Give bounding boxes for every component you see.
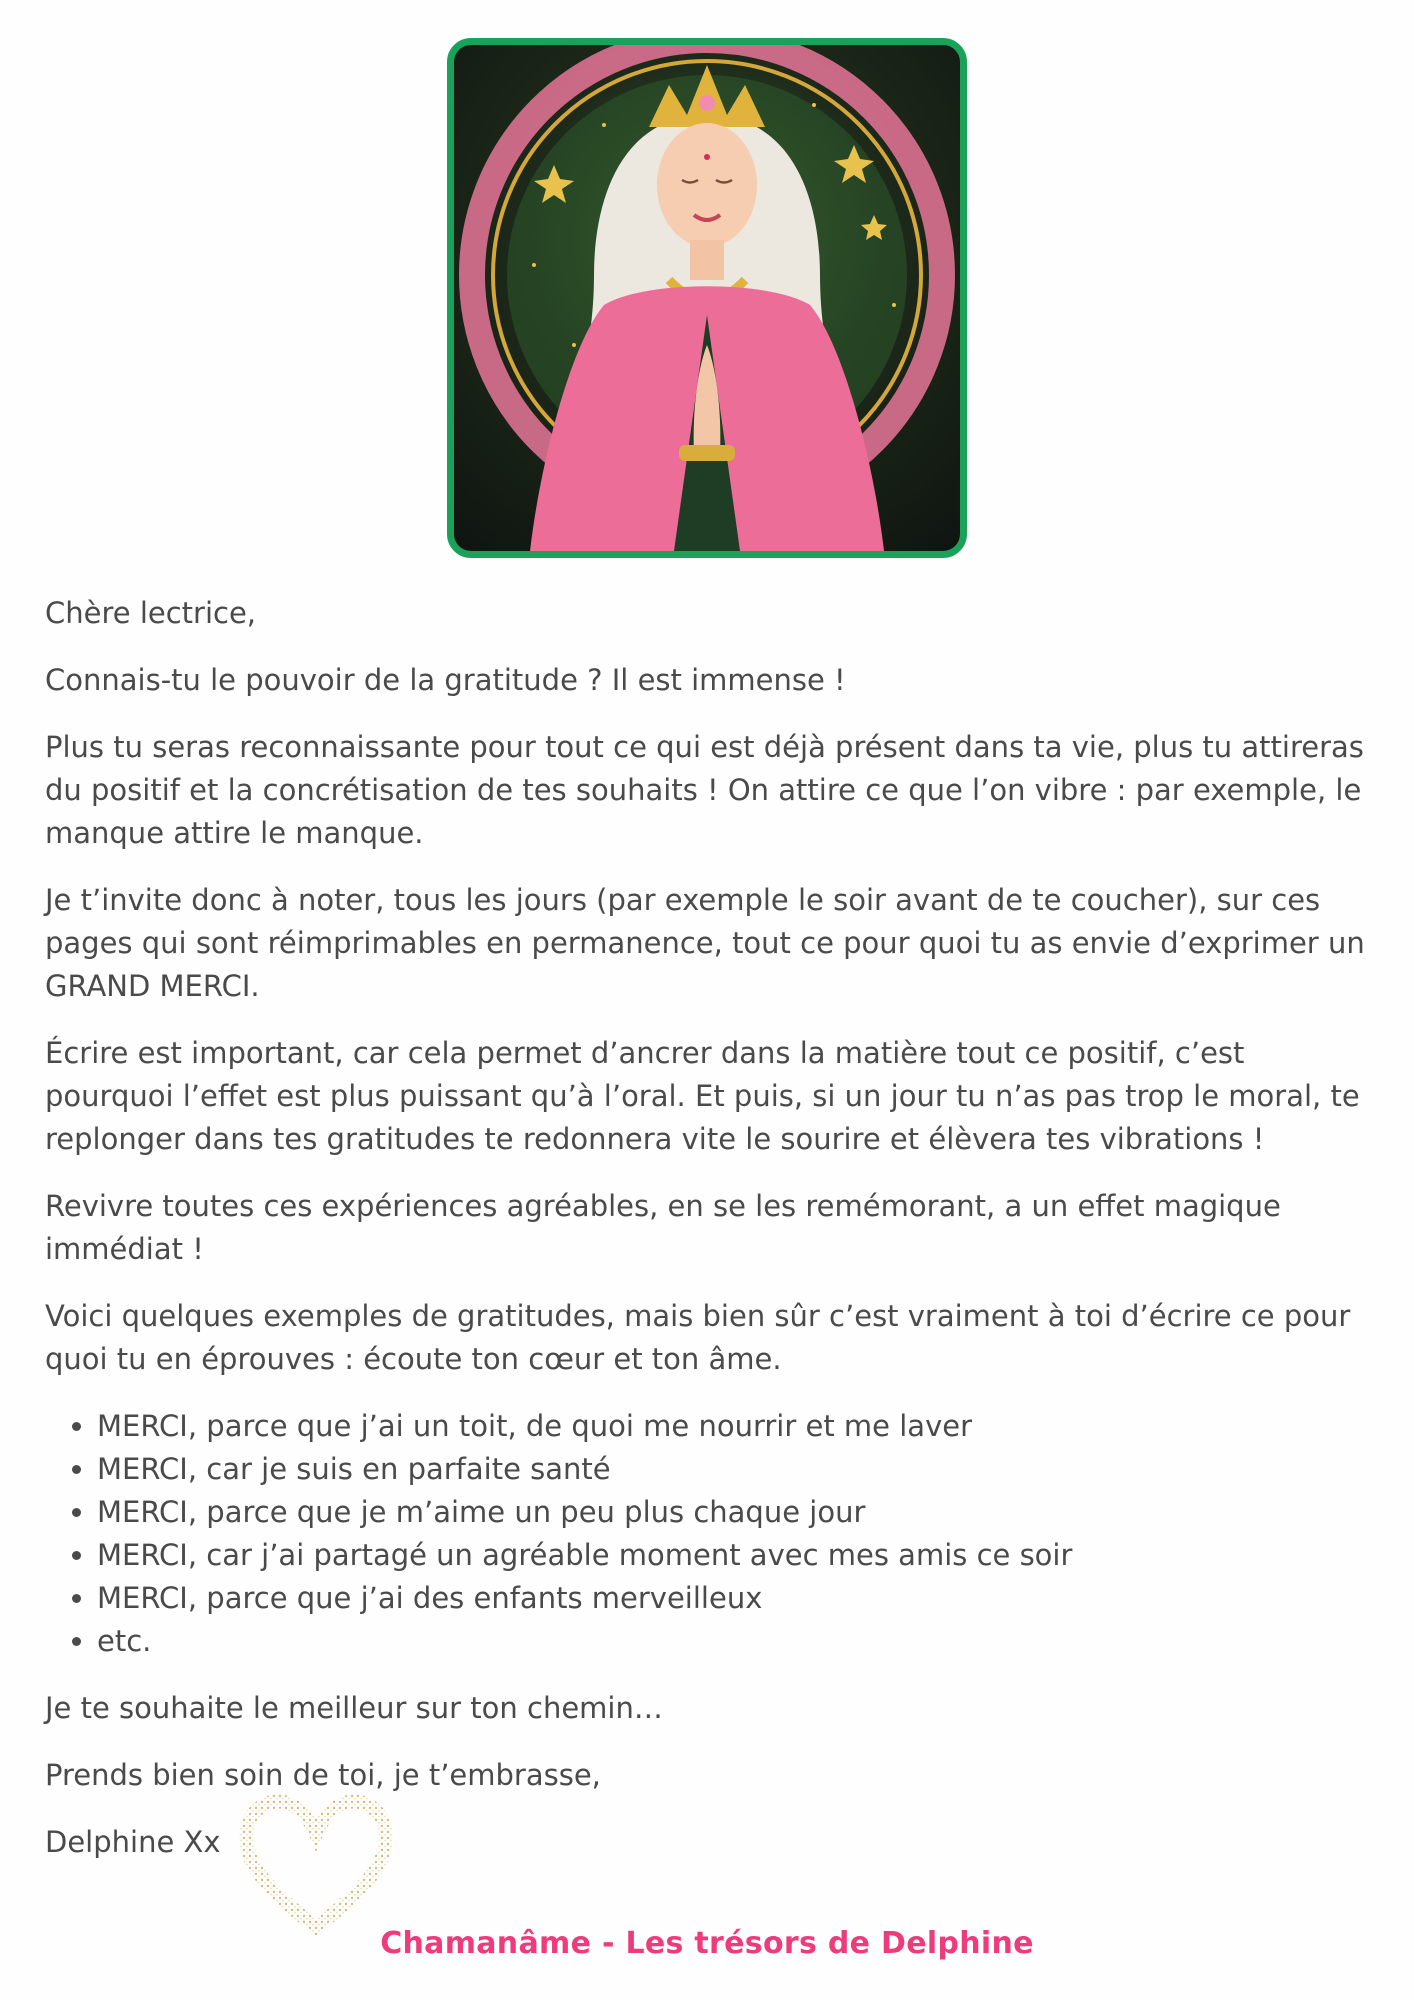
gold-heart-icon xyxy=(236,1782,396,1942)
signature: Delphine Xx xyxy=(45,1825,221,1859)
list-item: • MERCI, parce que je m’aime un peu plus chaque jour xyxy=(97,1491,1375,1534)
closing-care: Prends bien soin de toi, je t’embrasse, xyxy=(45,1758,601,1792)
paragraph-examples-intro: Voici quelques exemples de gratitudes, mais bien sûr c’est vraiment à toi d’écrire ce pour quoi tu en éprouves : écoute ton cœur et ton âme. xyxy=(45,1299,1351,1376)
paragraph-law-of-attraction: Plus tu seras reconnaissante pour tout ce qui est déjà présent dans ta vie, plus tu attireras du positif et la concrétisation de tes souhaits ! On attire ce que l’on vibre : par exemple, le manque attire le manque. xyxy=(45,730,1364,850)
list-item: • MERCI, car je suis en parfaite santé xyxy=(97,1448,1375,1491)
paragraph-invitation: Je t’invite donc à noter, tous les jours (par exemple le soir avant de te coucher), sur ces pages qui sont réimprimables en permanence, tout ce pour quoi tu as envie d’exprimer un GRAND MERCI. xyxy=(45,883,1365,1003)
paragraph-gratitude-power: Connais-tu le pouvoir de la gratitude ? Il est immense ! xyxy=(45,663,846,697)
list-item: • MERCI, parce que j’ai des enfants merveilleux xyxy=(97,1577,1375,1620)
gratitude-examples-list xyxy=(45,1405,1375,1663)
footer-brand: Chamanâme - Les trésors de Delphine xyxy=(380,1926,1034,1961)
list-item: • MERCI, parce que j’ai un toit, de quoi me nourrir et me laver xyxy=(97,1405,1375,1448)
list-item: • MERCI, car j’ai partagé un agréable moment avec mes amis ce soir xyxy=(97,1534,1375,1577)
letter-body xyxy=(45,592,1375,1888)
goddess-illustration xyxy=(447,38,967,558)
paragraph-relive: Revivre toutes ces expériences agréables, en se les remémorant, a un effet magique immédiat ! xyxy=(45,1189,1281,1266)
praying-goddess-icon xyxy=(454,45,960,551)
list-item: • etc. xyxy=(97,1620,1375,1663)
greeting: Chère lectrice, xyxy=(45,596,257,630)
closing-wish: Je te souhaite le meilleur sur ton chemin… xyxy=(45,1691,663,1725)
paragraph-writing: Écrire est important, car cela permet d’ancrer dans la matière tout ce positif, c’est pourquoi l’effet est plus puissant qu’à l’oral. Et puis, si un jour tu n’as pas trop le moral, te replonger dans tes gratitudes te redonnera vite le sourire et élèvera tes vibrations ! xyxy=(45,1036,1360,1156)
